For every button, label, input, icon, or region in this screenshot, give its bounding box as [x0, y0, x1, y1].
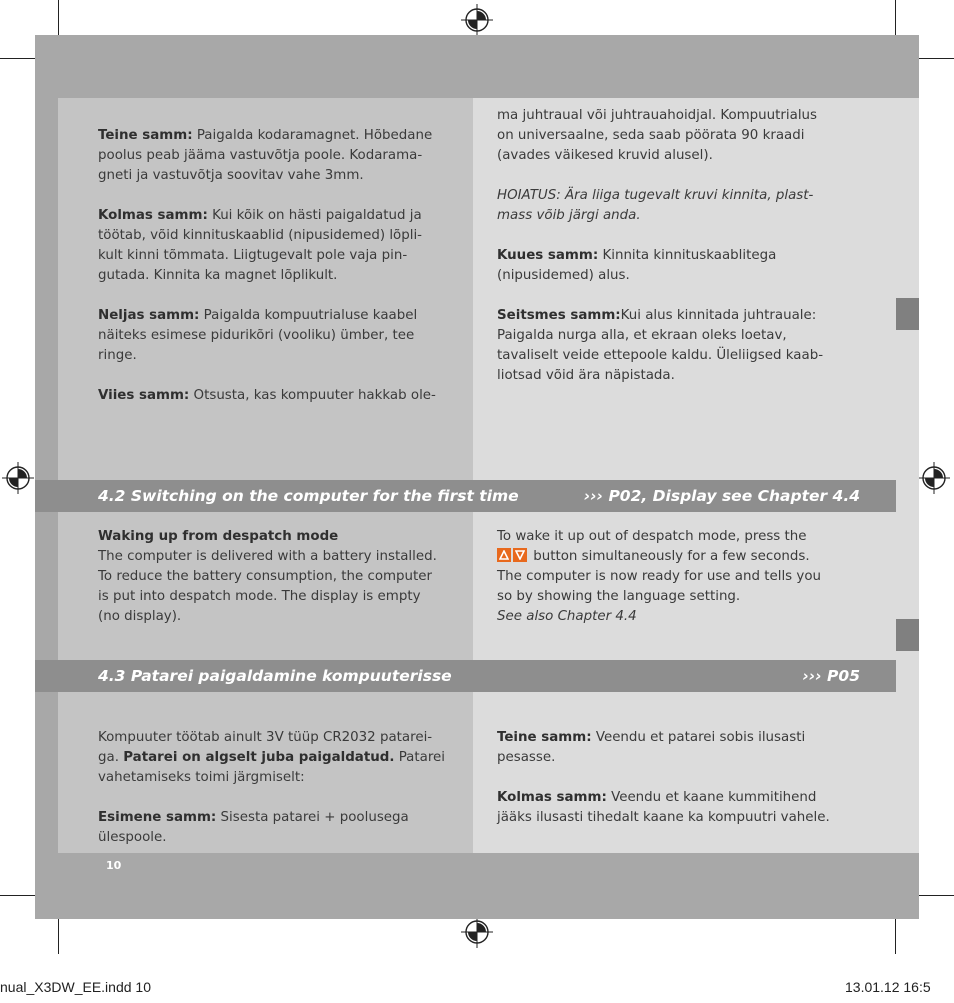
text-line: Paigalda nurga alla, et ekraan oleks loetav,: [497, 328, 787, 343]
text-line: Kui alus kinnitada juhtrauale:: [620, 308, 817, 323]
text-line: Paigalda kompuutrialuse kaabel: [199, 308, 418, 323]
section-reference: ››› P05: [802, 667, 860, 685]
text-line: ga. Patarei on algselt juba paigaldatud. Patarei: [98, 750, 446, 765]
text-line: poolus peab jääma vastuvõtja poole. Kodarama-: [98, 148, 423, 163]
crop-mark: [895, 0, 896, 38]
header-band: [35, 35, 919, 98]
paragraph: [98, 306, 436, 326]
crop-mark: [916, 58, 954, 59]
text-line: kult kinni tõmmata. Liigtugevalt pole vaja pin-: [98, 248, 408, 263]
text-line: töötab, võid kinnituskaablid (nipusidemed) lõpli-: [98, 228, 423, 243]
registration-mark-icon: [461, 916, 493, 948]
crop-mark: [895, 916, 896, 954]
text-line: Kompuuter töötab ainult 3V tüüp CR2032 patarei-: [98, 730, 433, 745]
text-line: The computer is now ready for use and tells you: [497, 569, 822, 584]
registration-mark-icon: [918, 462, 950, 494]
text-line: Otsusta, kas kompuuter hakkab ole-: [189, 388, 436, 403]
text-line: Kinnita kinnituskaablitega: [598, 248, 777, 263]
subheading: Waking up from despatch mode: [98, 529, 339, 544]
step-label: Teine samm:: [98, 128, 193, 143]
triangle-down-icon: [513, 548, 527, 562]
step-label: Kuues samm:: [497, 248, 599, 263]
step-label: Seitsmes samm:: [497, 308, 621, 323]
text-line: button simultaneously for a few seconds.: [497, 547, 821, 567]
paragraph: [98, 386, 436, 406]
right-top-text: [497, 106, 823, 386]
text-line: ma juhtraual või juhtrauahoidjal. Kompuutrialus: [497, 108, 818, 123]
thumb-index-tab: [896, 298, 919, 330]
cross-reference: See also Chapter 4.4: [497, 609, 637, 624]
crop-mark: [0, 58, 38, 59]
left-margin-strip: [35, 98, 58, 853]
text-line: näiteks esimese pidurikõri (vooliku) ümber, tee: [98, 328, 415, 343]
section-4-3-right-text: [497, 728, 830, 828]
warning-text: mass võib järgi anda.: [497, 208, 641, 223]
section-heading-4-2: [35, 480, 896, 512]
text-line: ülespoole.: [98, 830, 167, 845]
section-4-2-left-text: [98, 527, 437, 627]
crop-mark: [916, 895, 954, 896]
text-line: Kui kõik on hästi paigaldatud ja: [207, 208, 422, 223]
text-line: (nipusidemed) alus.: [497, 268, 630, 283]
thumb-index-tab: [896, 619, 919, 651]
text-line: on universaalne, seda saab pöörata 90 kraadi: [497, 128, 805, 143]
file-slug: nual_X3DW_EE.indd 10: [0, 979, 151, 995]
section-title: 4.3 Patarei paigaldamine kompuuterisse: [98, 667, 452, 685]
section-4-3-left-text: [98, 728, 445, 848]
text-line: liotsad võid ära näpistada.: [497, 368, 675, 383]
registration-mark-icon: [2, 462, 34, 494]
crop-mark: [0, 895, 38, 896]
date-slug: 13.01.12 16:5: [845, 979, 931, 995]
paragraph: [98, 126, 436, 146]
step-label: Kolmas samm:: [497, 790, 607, 805]
text-line: To wake it up out of despatch mode, press the: [497, 529, 807, 544]
paragraph: Teine samm: Veendu et patarei sobis ilusasti: [497, 730, 806, 745]
text-line: Paigalda kodaramagnet. Hõbedane: [192, 128, 433, 143]
step-label: Esimene samm:: [98, 810, 217, 825]
footer-band: [35, 853, 919, 919]
text-line: tavaliselt veide ettepoole kaldu. Üleliigsed kaab-: [497, 348, 824, 363]
section-heading-4-3: [35, 660, 896, 692]
text-line: To reduce the battery consumption, the computer: [98, 569, 433, 584]
left-top-text: [98, 126, 436, 406]
text-line: vahetamiseks toimi järgmiselt:: [98, 770, 305, 785]
step-label: Kolmas samm:: [98, 208, 208, 223]
section-title: 4.2 Switching on the computer for the first time: [98, 487, 519, 505]
text-line: gutada. Kinnita ka magnet lõplikult.: [98, 268, 338, 283]
step-label: Teine samm:: [497, 730, 592, 745]
text-line: ringe.: [98, 348, 137, 363]
crop-mark: [58, 916, 59, 954]
section-reference: ››› P02, Display see Chapter 4.4: [583, 487, 860, 505]
text-line: The computer is delivered with a battery installed.: [98, 549, 437, 564]
paragraph: [497, 306, 823, 326]
text-line: jääks ilusasti tihedalt kaane ka kompuutri vahele.: [497, 810, 830, 825]
triangle-up-icon: [497, 548, 511, 562]
text-line: pesasse.: [497, 750, 556, 765]
step-label: Neljas samm:: [98, 308, 200, 323]
paragraph: Kolmas samm: Veendu et kaane kummitihend: [497, 790, 817, 805]
page-number: 10: [106, 859, 122, 872]
step-label: Viies samm:: [98, 388, 190, 403]
paragraph: Esimene samm: Sisesta patarei + poolusega: [98, 810, 409, 825]
paragraph: [98, 206, 436, 226]
text-line: so by showing the language setting.: [497, 589, 741, 604]
paragraph: [497, 246, 823, 266]
text-line: (no display).: [98, 609, 182, 624]
text-line: is put into despatch mode. The display is empty: [98, 589, 421, 604]
text-line: gneti ja vastuvõtja soovitav vahe 3mm.: [98, 168, 364, 183]
crop-mark: [58, 0, 59, 38]
section-4-2-right-text: [497, 527, 821, 627]
text-line: (avades väikesed kruvid alusel).: [497, 148, 713, 163]
warning-text: HOIATUS: Ära liiga tugevalt kruvi kinnita, plast-: [497, 188, 814, 203]
registration-mark-icon: [461, 4, 493, 36]
